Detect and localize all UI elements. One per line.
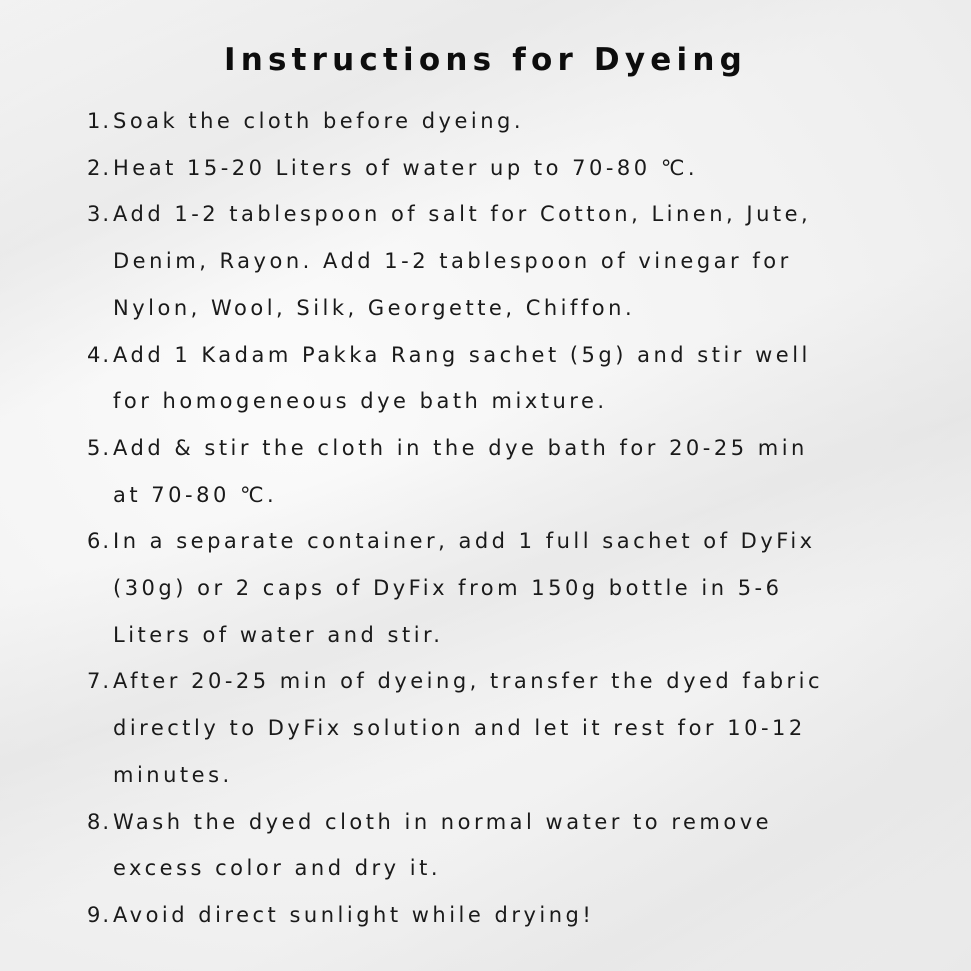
step-text-line: In a separate container, add 1 full sachet of DyFix <box>113 529 816 554</box>
step-number: 5. <box>86 435 111 460</box>
step-text-line: Add 1 Kadam Pakka Rang sachet (5g) and stir well <box>113 342 811 367</box>
steps-list <box>0 98 971 939</box>
step-7 <box>0 658 971 798</box>
step-text-line: Heat 15-20 Liters of water up to 70-80 ℃. <box>113 155 699 180</box>
step-4 <box>0 332 971 425</box>
step-text-line: Liters of water and stir. <box>113 622 444 647</box>
step-text-line: excess color and dry it. <box>113 856 442 881</box>
step-text-line: directly to DyFix solution and let it rest for 10-12 <box>113 716 806 741</box>
page-title: Instructions for Dyeing <box>224 42 747 78</box>
step-text-line: Nylon, Wool, Silk, Georgette, Chiffon. <box>113 295 636 320</box>
step-text-line: Avoid direct sunlight while drying! <box>113 902 595 927</box>
step-text-line: (30g) or 2 caps of DyFix from 150g bottle in 5-6 <box>113 576 783 601</box>
step-text-line: Denim, Rayon. Add 1-2 tablespoon of vinegar for <box>113 249 792 274</box>
step-number: 4. <box>86 342 111 367</box>
step-number: 7. <box>86 669 111 694</box>
step-number: 1. <box>86 109 111 133</box>
step-2 <box>0 145 971 192</box>
step-number: 9. <box>86 902 111 927</box>
step-text-line: minutes. <box>113 762 233 787</box>
step-text-line: After 20-25 min of dyeing, transfer the dyed fabric <box>113 669 824 694</box>
step-6 <box>0 518 971 658</box>
step-number: 6. <box>86 529 111 554</box>
step-9 <box>0 892 971 939</box>
step-1 <box>0 98 971 145</box>
step-3 <box>0 191 971 331</box>
step-5 <box>0 425 971 518</box>
step-text-line: Soak the cloth before dyeing. <box>113 109 525 133</box>
step-number: 3. <box>86 202 111 227</box>
step-text-line: for homogeneous dye bath mixture. <box>113 389 608 414</box>
step-text-line: Add & stir the cloth in the dye bath for 20-25 min <box>113 435 808 460</box>
step-number: 2. <box>86 155 111 180</box>
step-number: 8. <box>86 809 111 834</box>
step-text-line: at 70-80 ℃. <box>113 482 278 507</box>
step-8 <box>0 799 971 892</box>
step-text-line: Add 1-2 tablespoon of salt for Cotton, Linen, Jute, <box>113 202 812 227</box>
step-text-line: Wash the dyed cloth in normal water to remove <box>113 809 773 834</box>
